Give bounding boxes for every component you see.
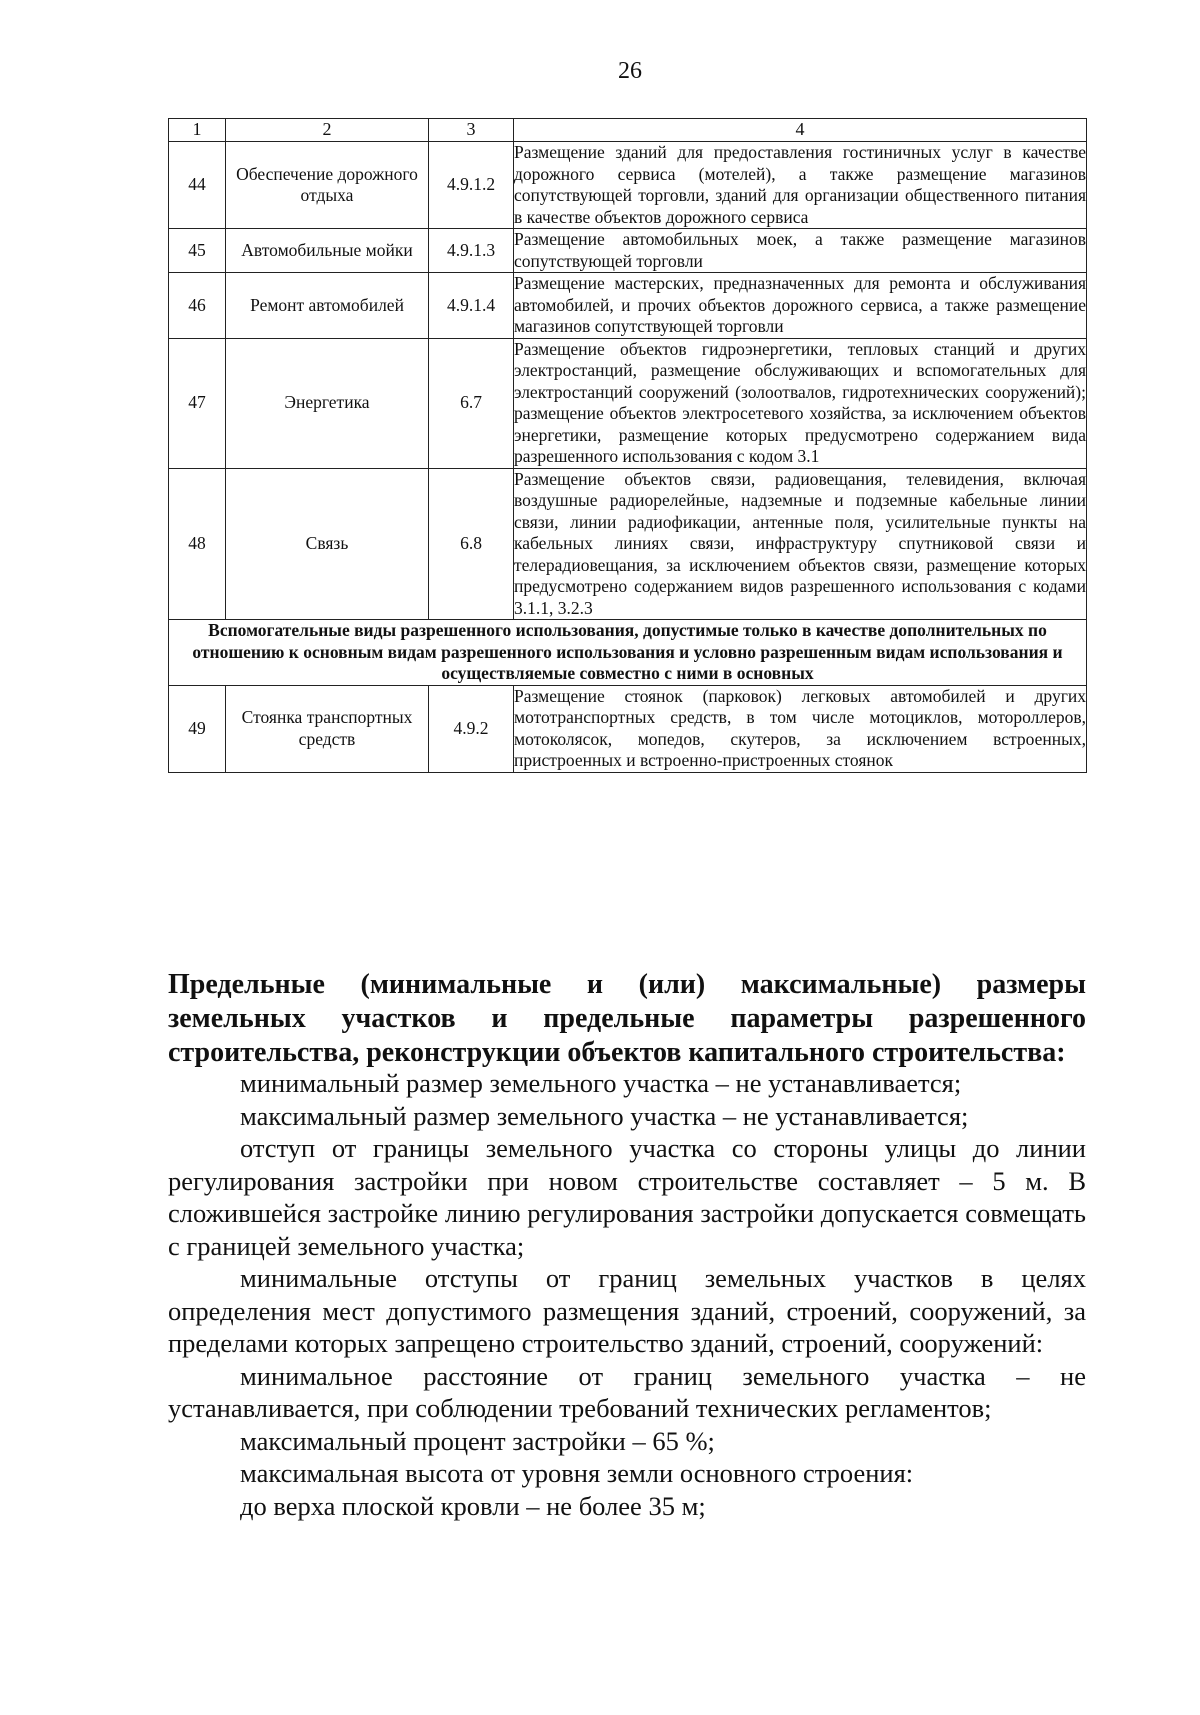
row-number: 49 bbox=[169, 685, 226, 772]
row-name: Автомобильные мойки bbox=[226, 229, 429, 273]
row-number: 46 bbox=[169, 273, 226, 339]
row-code: 4.9.1.2 bbox=[429, 142, 514, 229]
table-row bbox=[169, 685, 1087, 772]
page-number: 26 bbox=[618, 58, 642, 84]
column-header-description: 4 bbox=[514, 119, 1087, 142]
land-use-table bbox=[168, 118, 1087, 773]
table-header-row bbox=[169, 119, 1087, 142]
paragraph: максимальный размер земельного участка – не устанавливается; bbox=[240, 1100, 969, 1131]
paragraph: минимальные отступы от границ земельных участков в целях определения мест допустимого размещения зданий, строений, сооружений, за пределами которых запрещено строительство зданий, строений, сооружений: bbox=[168, 1263, 1086, 1358]
column-header-number: 1 bbox=[169, 119, 226, 142]
row-name: Обеспечение дорожного отдыха bbox=[226, 142, 429, 229]
table-row bbox=[169, 273, 1087, 339]
paragraph: отступ от границы земельного участка со стороны улицы до линии регулирования застройки при новом строительстве составляет – 5 м. В сложившейся застройке линию регулирования застройки допускается совмещать с границей земельного участка; bbox=[168, 1133, 1086, 1261]
row-name: Стоянка транспортных средств bbox=[226, 685, 429, 772]
row-name: Энергетика bbox=[226, 338, 429, 468]
row-code: 6.7 bbox=[429, 338, 514, 468]
row-description: Размещение объектов гидроэнергетики, тепловых станций и других электростанций, размещение обслуживающих и вспомогательных для электростанций сооружений (золоотвалов, гидротехнических сооружений); размещение объектов электросетевого хозяйства, за исключением объектов энергетики, размещение которых предусмотрено содержанием вида разрешенного использования с кодом 3.1 bbox=[514, 338, 1086, 466]
row-description: Размещение стоянок (парковок) легковых автомобилей и других мототранспортных средств, в том числе мотоциклов, мотороллеров, мотоколясок, мопедов, скутеров, за исключением встроенных, пристроенных и встроенно-пристроенных стоянок bbox=[514, 685, 1086, 770]
row-description: Размещение объектов связи, радиовещания, телевидения, включая воздушные радиорелейные, надземные и подземные кабельные линии связи, линии радиофикации, антенные поля, усилительные пункты на кабельных линиях связи, инфраструктуру спутниковой связи и телерадиовещания, за исключением объектов связи, размещение которых предусмотрено содержанием видов разрешенного использования с кодами 3.1.1, 3.2.3 bbox=[514, 468, 1086, 618]
row-code: 4.9.2 bbox=[429, 685, 514, 772]
row-code: 4.9.1.3 bbox=[429, 229, 514, 273]
row-name: Ремонт автомобилей bbox=[226, 273, 429, 339]
column-header-name: 2 bbox=[226, 119, 429, 142]
section-header: Вспомогательные виды разрешенного использования, допустимые только в качестве дополнительных по отношению к основным видам разрешенного использования и условно разрешенным видам использования и осуществляемые совместно с ними в основных bbox=[169, 620, 1087, 686]
section-heading: Предельные (минимальные и (или) максимальные) размеры земельных участков и предельные параметры разрешенного строительства, реконструкции объектов капитального строительства: bbox=[168, 969, 1086, 1068]
table-row bbox=[169, 338, 1087, 468]
paragraph: до верха плоской кровли – не более 35 м; bbox=[240, 1490, 706, 1521]
paragraph: минимальное расстояние от границ земельного участка – не устанавливается, при соблюдении требований технических регламентов; bbox=[168, 1360, 1086, 1423]
row-number: 44 bbox=[169, 142, 226, 229]
table-row bbox=[169, 229, 1087, 273]
row-name: Связь bbox=[226, 468, 429, 620]
row-description: Размещение зданий для предоставления гостиничных услуг в качестве дорожного сервиса (мотелей), а также размещение магазинов сопутствующей торговли, зданий для организации общественного питания в качестве объектов дорожного сервиса bbox=[514, 142, 1086, 227]
table-row bbox=[169, 468, 1087, 620]
row-code: 4.9.1.4 bbox=[429, 273, 514, 339]
table-section-row bbox=[169, 620, 1087, 686]
paragraph: максимальная высота от уровня земли основного строения: bbox=[240, 1458, 914, 1488]
paragraph: максимальный процент застройки – 65 %; bbox=[240, 1425, 715, 1456]
row-number: 45 bbox=[169, 229, 226, 273]
body-text bbox=[168, 1067, 1086, 1522]
row-description: Размещение мастерских, предназначенных для ремонта и обслуживания автомобилей, и прочих объектов дорожного сервиса, а также размещение магазинов сопутствующей торговли bbox=[514, 273, 1086, 336]
table-row bbox=[169, 142, 1087, 229]
row-code: 6.8 bbox=[429, 468, 514, 620]
column-header-code: 3 bbox=[429, 119, 514, 142]
row-number: 48 bbox=[169, 468, 226, 620]
row-number: 47 bbox=[169, 338, 226, 468]
row-description: Размещение автомобильных моек, а также размещение магазинов сопутствующей торговли bbox=[514, 229, 1086, 271]
paragraph: минимальный размер земельного участка – не устанавливается; bbox=[240, 1068, 962, 1098]
